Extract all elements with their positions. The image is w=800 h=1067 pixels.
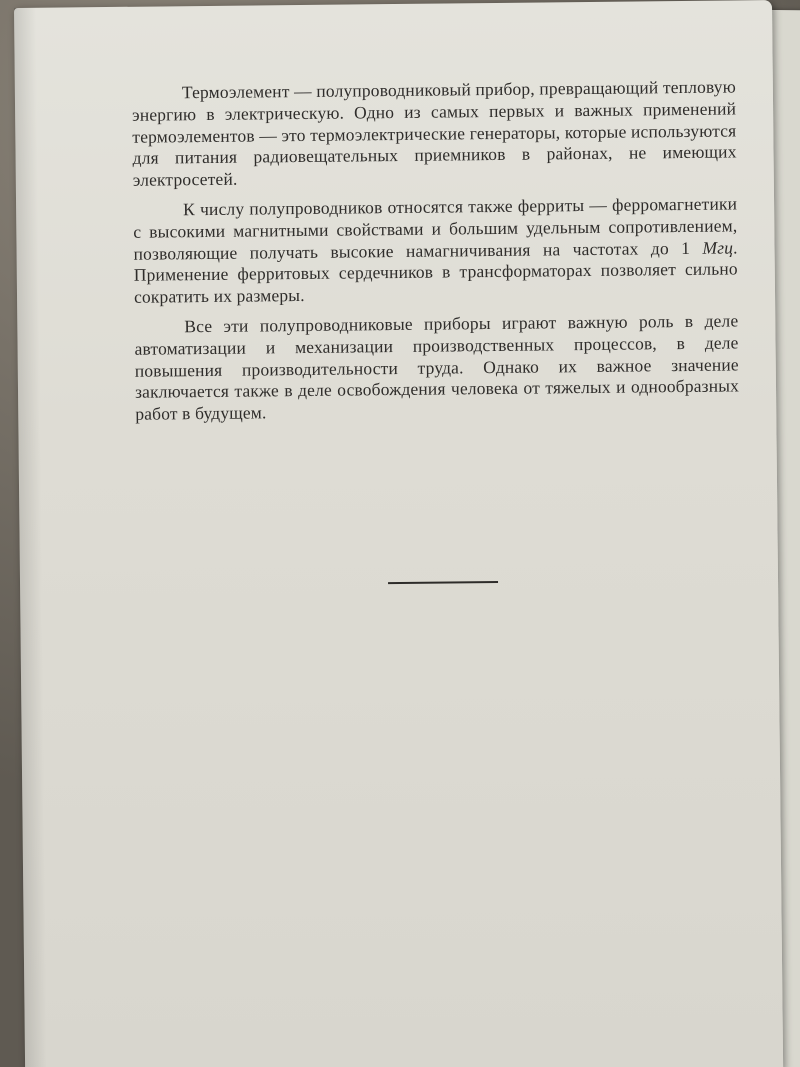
unit-mhz: Мгц [702,237,734,258]
paragraph-ferrites [133,193,738,308]
paragraph-thermoelement: Термоэлемент — полупроводниковый прибор, превращающий тепловую энергию в электрическую. Одно из самых первых и важных применений термоэлементов — это термоэлектрические генераторы, которые используются для питания радиовещательных приемников в районах, не имеющих электросетей. [132,76,737,190]
body-text [132,76,740,433]
paper-page [14,0,783,1067]
end-rule-divider [388,581,498,584]
paragraph-ferrites-tail: . Применение ферритовых сердечников в трансформаторах позволяет сильно сократить их размеры. [133,237,738,307]
paragraph-conclusion: Все эти полупроводниковые приборы играют важную роль в деле автоматизации и механизации производственных процессов, в деле повышения производительности труда. Однако их важное значение заключается также в деле освобождения человека от тяжелых и однообразных работ в будущем. [134,310,740,424]
paragraph-ferrites-text: К числу полупроводников относятся также ферриты — ферромагнетики с высокими магнитными свойствами и большим удельным сопротивлением, позволяющие получать высокие намагничивания на частотах до 1 [133,193,738,264]
